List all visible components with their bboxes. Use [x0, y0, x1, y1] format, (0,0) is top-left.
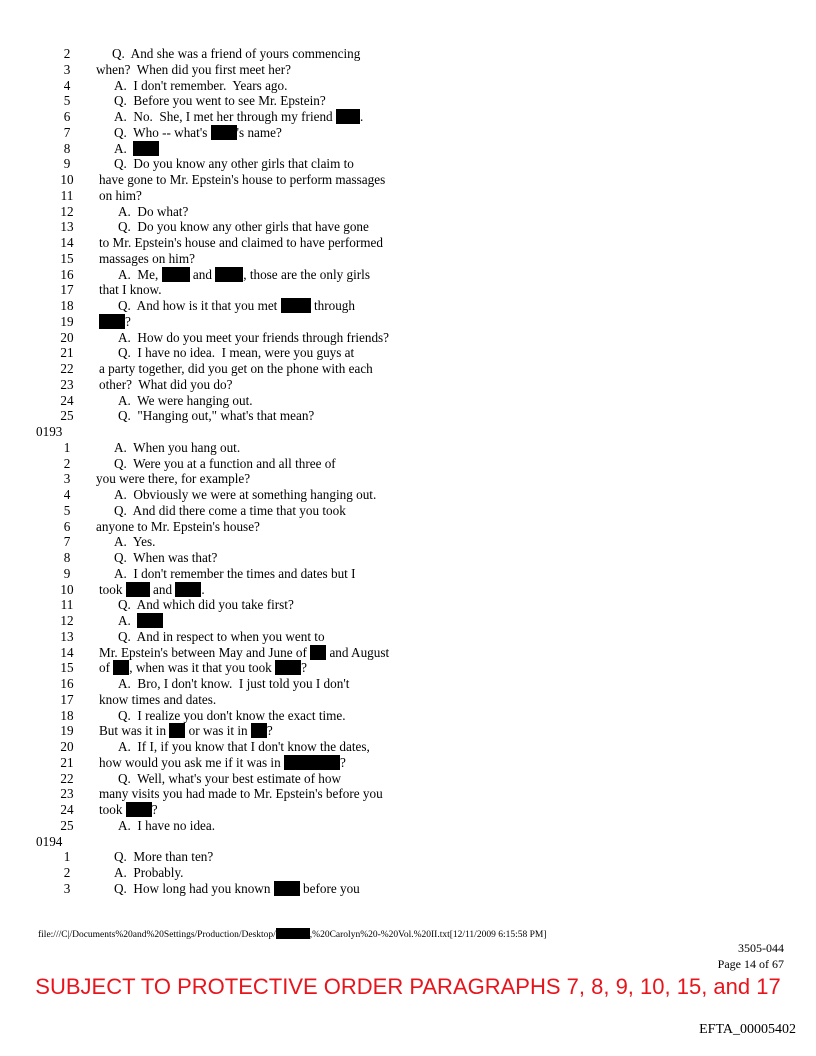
text-segment: of: [99, 660, 114, 676]
line-number: 9: [63, 156, 71, 172]
line-text: [99, 188, 142, 204]
line-number: 5: [63, 502, 71, 518]
redaction-box: [133, 141, 159, 156]
redaction-box: [99, 314, 125, 329]
text-segment: Q. And which did you take first?: [118, 597, 294, 613]
line-text: [96, 62, 291, 78]
line-number: 20: [60, 739, 74, 754]
text-segment: on him?: [99, 187, 142, 203]
line-number: 18: [60, 298, 74, 313]
line-number: 24: [60, 802, 74, 817]
line-text: [112, 46, 360, 62]
text-segment: ?: [125, 313, 131, 329]
line-number: 23: [60, 786, 74, 802]
line-number: 15: [60, 660, 74, 676]
line-number: 21: [60, 345, 74, 361]
line-number: 12: [60, 613, 74, 628]
text-segment: A. When you hang out.: [114, 439, 241, 455]
line-text: [99, 645, 389, 661]
text-segment: , those are the only girls: [243, 266, 370, 282]
line-text: [99, 802, 158, 818]
text-segment: Q. More than ten?: [114, 849, 214, 865]
text-segment: Q. How long had you known: [114, 880, 274, 896]
redaction-box: [251, 723, 267, 738]
line-number: 4: [63, 487, 71, 502]
file-path-prefix: file:///C|/Documents%20and%20Settings/Production/Desktop/: [38, 930, 276, 940]
text-segment: Q. And in respect to when you went to: [118, 628, 325, 644]
line-text: [118, 739, 370, 755]
text-segment: you were there, for example?: [96, 471, 251, 487]
redaction-box: [276, 928, 310, 939]
text-segment: Q. Before you went to see Mr. Epstein?: [114, 93, 326, 109]
text-segment: took: [99, 802, 126, 817]
line-number: 8: [63, 550, 71, 565]
line-text: [118, 393, 253, 409]
line-text: [118, 298, 355, 314]
line-number: 11: [60, 187, 74, 203]
text-segment: or was it in: [185, 723, 251, 739]
file-path-suffix: ,%20Carolyn%20-%20Vol.%20II.txt[12/11/2009 6:15:58 PM]: [309, 930, 547, 940]
text-segment: .: [359, 109, 364, 124]
text-segment: Q. I realize you don't know the exact time.: [118, 707, 346, 723]
line-text: [99, 786, 383, 802]
text-segment: know times and dates.: [99, 691, 217, 707]
line-text: [99, 582, 205, 598]
text-segment: Q. And she was a friend of yours commencing: [112, 46, 361, 61]
line-number: 3: [63, 880, 71, 896]
line-number: 19: [60, 313, 74, 329]
line-text: [114, 93, 326, 109]
line-text: [99, 361, 373, 377]
redaction-box: [126, 582, 150, 597]
line-number: 19: [60, 723, 74, 739]
text-segment: A. Me,: [118, 266, 162, 282]
line-text: [99, 377, 232, 393]
line-number: 20: [60, 329, 74, 345]
line-number: 16: [60, 266, 74, 282]
text-segment: to Mr. Epstein's house and claimed to have performed: [99, 235, 384, 250]
line-text: [99, 314, 131, 330]
text-segment: ?: [339, 754, 346, 770]
text-segment: Q. And did there come a time that you took: [114, 502, 346, 518]
line-number: 15: [60, 250, 74, 266]
text-segment: A. We were hanging out.: [118, 392, 253, 408]
text-segment: a party together, did you get on the phone with each: [99, 361, 373, 376]
line-number: 24: [60, 392, 74, 408]
line-number: 7: [63, 534, 71, 550]
text-segment: Q. "Hanging out," what's that mean?: [118, 408, 315, 424]
text-segment: 's name?: [236, 124, 282, 140]
page-marker: 0193: [36, 424, 63, 439]
page-number: Page 14 of 67: [717, 957, 784, 971]
line-text: [114, 487, 376, 503]
line-number: 13: [60, 628, 74, 644]
line-number: 13: [60, 219, 74, 235]
text-segment: ?: [301, 660, 307, 676]
redaction-box: [113, 660, 129, 675]
line-text: [96, 519, 260, 535]
line-number: 5: [63, 93, 71, 109]
line-number: 22: [60, 770, 74, 786]
line-text: [118, 330, 389, 346]
line-text: [114, 534, 155, 550]
line-number: 2: [63, 455, 71, 471]
line-number: 7: [63, 124, 71, 140]
line-text: [114, 440, 240, 456]
line-text: [99, 723, 273, 739]
line-number: 14: [60, 644, 74, 660]
line-text: [99, 660, 307, 676]
text-segment: A. How do you meet your friends through friends?: [118, 329, 390, 345]
redaction-box: [274, 881, 300, 896]
line-text: [114, 456, 336, 472]
line-number: 6: [63, 518, 71, 534]
text-segment: Q. Well, what's your best estimate of how: [118, 770, 342, 786]
line-text: [118, 597, 294, 613]
line-text: [114, 156, 354, 172]
line-text: [118, 345, 354, 361]
redaction-box: [310, 645, 326, 660]
line-number: 17: [60, 282, 74, 298]
redaction-box: [175, 582, 201, 597]
line-text: [118, 708, 346, 724]
text-segment: A. No. She, I met her through my friend: [114, 109, 336, 124]
redaction-box: [126, 802, 152, 817]
text-segment: Mr. Epstein's between May and June of: [99, 644, 311, 660]
text-segment: Q. Do you know any other girls that have gone: [118, 219, 369, 235]
text-segment: other? What did you do?: [99, 376, 233, 392]
redaction-box: [169, 723, 185, 738]
text-segment: A. I have no idea.: [118, 817, 216, 833]
text-segment: A. Bro, I don't know. I just told you I don't: [118, 676, 350, 691]
redaction-box: [162, 267, 190, 282]
line-text: [118, 629, 325, 645]
text-segment: and August: [326, 644, 390, 660]
text-segment: and: [149, 581, 176, 597]
line-number: 16: [60, 676, 74, 691]
line-number: 3: [63, 471, 71, 487]
line-number: 18: [60, 707, 74, 723]
document-number: 3505-044: [738, 941, 784, 955]
text-segment: many visits you had made to Mr. Epstein's before you: [99, 786, 383, 802]
line-text: [118, 204, 188, 220]
text-segment: A. Yes.: [114, 534, 156, 550]
line-number: 12: [60, 203, 74, 219]
line-text: [114, 503, 346, 519]
text-segment: A. Probably.: [114, 865, 184, 880]
line-text: [99, 235, 383, 251]
text-segment: ?: [266, 723, 273, 739]
text-segment: Q. Were you at a function and all three of: [114, 455, 336, 471]
text-segment: Q. Who -- what's: [114, 124, 211, 140]
line-text: [118, 771, 341, 787]
redaction-box: [215, 267, 243, 282]
text-segment: have gone to Mr. Epstein's house to perform massages: [99, 172, 386, 187]
text-segment: , when was it that you took: [129, 660, 276, 676]
line-number: 8: [63, 140, 71, 156]
text-segment: took: [99, 581, 126, 597]
text-segment: anyone to Mr. Epstein's house?: [96, 518, 260, 534]
text-segment: how would you ask me if it was in: [99, 754, 284, 770]
line-number: 10: [60, 581, 74, 597]
text-segment: that I know.: [99, 282, 162, 298]
line-text: [114, 78, 287, 94]
text-segment: A. Do what?: [118, 203, 189, 219]
page-marker: 0194: [36, 833, 63, 849]
line-number: 6: [63, 109, 71, 124]
line-text: [114, 125, 282, 141]
line-text: [96, 471, 250, 487]
line-number: 2: [63, 46, 71, 61]
text-segment: through: [310, 298, 355, 313]
line-text: [118, 613, 163, 629]
line-number: 3: [63, 61, 71, 77]
redaction-box: [281, 298, 311, 313]
line-number: 23: [60, 376, 74, 392]
text-segment: massages on him?: [99, 250, 195, 266]
text-segment: before you: [299, 880, 360, 896]
line-text: [118, 219, 369, 235]
line-text: [114, 550, 217, 566]
text-segment: But was it in: [99, 723, 170, 739]
line-text: [99, 282, 162, 298]
redaction-box: [137, 613, 163, 628]
line-number: 25: [60, 408, 74, 424]
text-segment: A. Obviously we were at something hanging out.: [114, 487, 377, 502]
line-text: [118, 267, 370, 283]
bates-number: EFTA_00005402: [699, 1022, 796, 1037]
redaction-box: [211, 125, 237, 140]
protective-order-notice: SUBJECT TO PROTECTIVE ORDER PARAGRAPHS 7, 8, 9, 10, 15, and 17: [35, 974, 781, 999]
line-text: [99, 172, 385, 188]
text-segment: and: [189, 266, 216, 282]
line-number: 21: [60, 754, 74, 770]
text-segment: A. I don't remember. Years ago.: [114, 77, 288, 93]
line-text: [114, 109, 363, 125]
line-number: 9: [63, 565, 71, 581]
redaction-box: [275, 660, 301, 675]
line-text: [114, 141, 159, 157]
line-number: 17: [60, 691, 74, 707]
line-text: [99, 251, 195, 267]
line-text: [118, 676, 349, 692]
text-segment: A.: [114, 140, 134, 156]
text-segment: ?: [151, 802, 158, 817]
text-segment: .: [201, 581, 205, 597]
line-number: 4: [63, 77, 71, 93]
line-text: [114, 881, 360, 897]
text-segment: Q. When was that?: [114, 550, 218, 565]
line-text: [114, 849, 213, 865]
line-number: 14: [60, 235, 74, 250]
line-text: [118, 818, 215, 834]
redaction-box: [336, 109, 360, 124]
text-segment: A.: [118, 613, 138, 628]
line-number: 25: [60, 817, 74, 833]
text-segment: A. I don't remember the times and dates but I: [114, 565, 356, 581]
file-path-footer: [38, 928, 547, 940]
text-segment: A. If I, if you know that I don't know the dates,: [118, 739, 370, 754]
line-number: 1: [63, 849, 71, 865]
line-text: [99, 692, 216, 708]
text-segment: Q. Do you know any other girls that claim to: [114, 156, 354, 172]
redaction-box: [284, 755, 340, 770]
line-text: [114, 566, 356, 582]
line-text: [99, 755, 346, 771]
line-text: [114, 865, 183, 881]
line-number: 1: [63, 439, 71, 455]
line-text: [118, 408, 314, 424]
text-segment: Q. And how is it that you met: [118, 298, 281, 313]
text-segment: when? When did you first meet her?: [96, 61, 291, 77]
text-segment: Q. I have no idea. I mean, were you guys at: [118, 345, 355, 361]
line-number: 2: [63, 865, 71, 880]
line-number: 22: [60, 361, 74, 376]
line-number: 11: [60, 597, 74, 613]
line-number: 10: [60, 172, 74, 187]
